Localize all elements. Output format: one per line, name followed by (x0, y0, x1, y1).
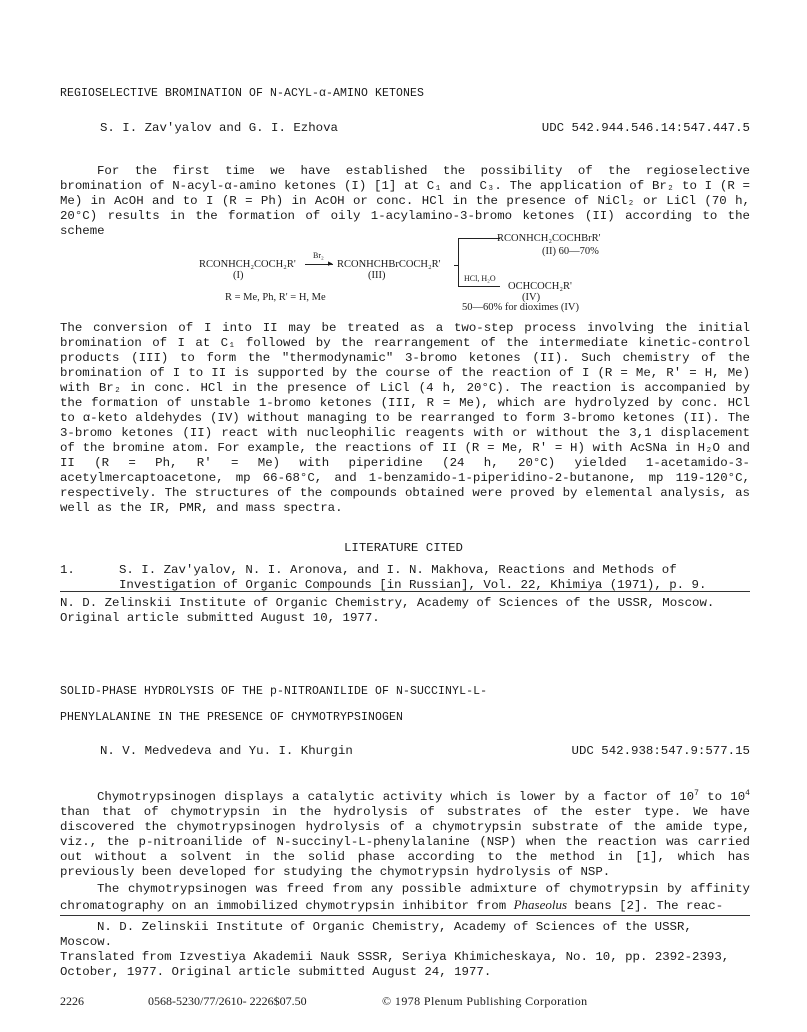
scheme-intermediate-label: (III) (368, 270, 386, 281)
text-run: The chymotrypsinogen was freed from any possible admixture of chymotrypsin by affinity chromatography on an immobilized chymotrypsin inhibitor from (60, 882, 750, 913)
branch-arrow-upper (458, 238, 500, 239)
scheme-reagent-hcl: HCl, H₂O (464, 274, 496, 283)
body-paragraph (60, 786, 750, 880)
reference-number: 1. (60, 563, 75, 577)
footnote-divider (60, 915, 750, 916)
footnote-line: Translated from Izvestiya Akademii Nauk SSSR, Seriya Khimicheskaya, No. 10, pp. 2392-2393, October, 1977. Original article submitted August 24, 1977. (60, 950, 730, 979)
text-run: beans [2]. The reac- (567, 899, 724, 913)
article-title: REGIOSELECTIVE BROMINATION OF N-ACYL-α-AMINO KETONES (60, 87, 425, 100)
superscript: 4 (745, 789, 750, 798)
literature-heading: LITERATURE CITED (344, 541, 463, 555)
paragraph-text (60, 786, 750, 880)
branch-arrow-lower (458, 286, 500, 287)
scheme-product-upper: RCONHCH₂COCHBrR' (497, 233, 601, 244)
author-line: S. I. Zav'yalov and G. I. Ezhova (100, 121, 338, 135)
text-run: to 10 (698, 790, 746, 805)
udc-code: UDC 542.944.546.14:547.447.5 (541, 121, 750, 135)
body-paragraph (60, 882, 750, 914)
copyright: © 1978 Plenum Publishing Corporation (382, 994, 588, 1008)
text-run: than that of chymotrypsin in the hydrolysis of substrates of the ester type. We have discovered the chymotrypsinogen hydrolysis of a chymotrypsin substrate of the amide type, viz., the p-nitroanilide of N-succinyl-L-phenylalanine (NSP) when the reaction was carried out without a solvent in the solid phase according to the method in [1], which has previously been developed for studying the chymotrypsin hydrolysis of NSP. (60, 805, 750, 880)
scheme-intermediate: RCONHCHBrCOCH₂R' (337, 259, 441, 270)
scheme-product-lower: OCHCOCH₂R' (508, 281, 572, 292)
footnote-line: N. D. Zelinskii Institute of Organic Chemistry, Academy of Sciences of the USSR, Moscow. (60, 920, 692, 949)
text-run: Chymotrypsinogen displays a catalytic activity which is lower by a factor of 10 (97, 790, 695, 805)
page-number: 2226 (60, 994, 84, 1008)
article-title-continued: PHENYLALANINE IN THE PRESENCE OF CHYMOTRYPSINOGEN (60, 711, 404, 724)
scheme-product-lower-yield: 50—60% for dioximes (IV) (462, 302, 579, 313)
footnote (60, 920, 750, 980)
superscript: 7 (694, 789, 699, 798)
article-title: SOLID-PHASE HYDROLYSIS OF THE p-NITROANILIDE OF N-SUCCINYL-L- (60, 685, 488, 698)
author-line: N. V. Medvedeva and Yu. I. Khurgin (100, 744, 353, 758)
divider (60, 591, 750, 592)
scheme-reagent-br2: Br₂ (313, 251, 324, 260)
body-paragraph (60, 164, 750, 239)
scheme-reactant-label: (I) (233, 270, 244, 281)
scheme-product-lower-label: (IV) (522, 292, 541, 303)
udc-code: UDC 542.938:547.9:577.15 (571, 744, 750, 758)
paragraph-text (60, 882, 750, 914)
arrow-head-icon: ▸ (328, 258, 333, 268)
italic-text: Phaseolus (513, 897, 568, 912)
affiliation: N. D. Zelinskii Institute of Organic Chemistry, Academy of Sciences of the USSR, Moscow. Original article submitted August 10, 1977. (60, 596, 715, 625)
scheme-product-upper-yield: (II) 60—70% (542, 246, 599, 257)
reference-text: S. I. Zav'yalov, N. I. Aronova, and I. N. Makhova, Reactions and Methods of Investigation of Organic Compounds [in Russian], Vol. 22, Khimiya (1971), p. 9. (119, 563, 707, 592)
reference-item (60, 563, 750, 593)
reaction-scheme (0, 230, 807, 313)
scheme-reactant: RCONHCH₂COCH₂R' (199, 259, 296, 270)
branch-bracket (458, 238, 459, 286)
scheme-substituents: R = Me, Ph, R' = H, Me (225, 292, 326, 303)
footer-code: 0568-5230/77/2610- 2226$07.50 (148, 994, 307, 1008)
paragraph-text: The conversion of I into II may be treated as a two-step process involving the initial bromination of I at C₁ followed by the rearrangement of the intermediate kinetic-control products (III) to form the "thermodynamic" 3-bromo ketones (II). Such chemistry of the bromination of I to II is supported by the course of the reaction of I (R = Me, R' = H, Me) with Br₂ in conc. HCl in the presence of LiCl (4 h, 20°C). The reaction is accompanied by the formation of unstable 1-bromo ketones (III, R = Me), which are hydrolyzed by conc. HCl to α-keto aldehydes (IV) without managing to be rearranged to form 3-bromo ketones (II). The 3-bromo ketones (II) react with nucleophilic reagents with or without the 3,1 displacement of the bromine atom. For example, the reactions of II (R = Me, R' = H) with AcSNa in H₂O and II (R = Ph, R' = Me) with piperidine (24 h, 20°C) yielded 1-acetamido-3-acetylmercaptoacetone, mp 66-68°C, and 1-benzamido-1-piperidino-2-butanone, mp 119-120°C, respectively. The structures of the compounds obtained were proved by elemental analysis, as well as the IR, PMR, and mass spectra. (60, 321, 750, 515)
body-paragraph (60, 321, 750, 516)
paragraph-text: For the first time we have established the possibility of the regioselective bromination of N-acyl-α-amino ketones (I) [1] at C₁ and C₃. The application of Br₂ to I (R = Me) in AcOH and to I (R = Ph) in AcOH or conc. HCl in the presence of NiCl₂ or LiCl (70 h, 20°C) results in the formation of oily 1-acylamino-3-bromo ketones (II) according to the scheme (60, 164, 750, 238)
